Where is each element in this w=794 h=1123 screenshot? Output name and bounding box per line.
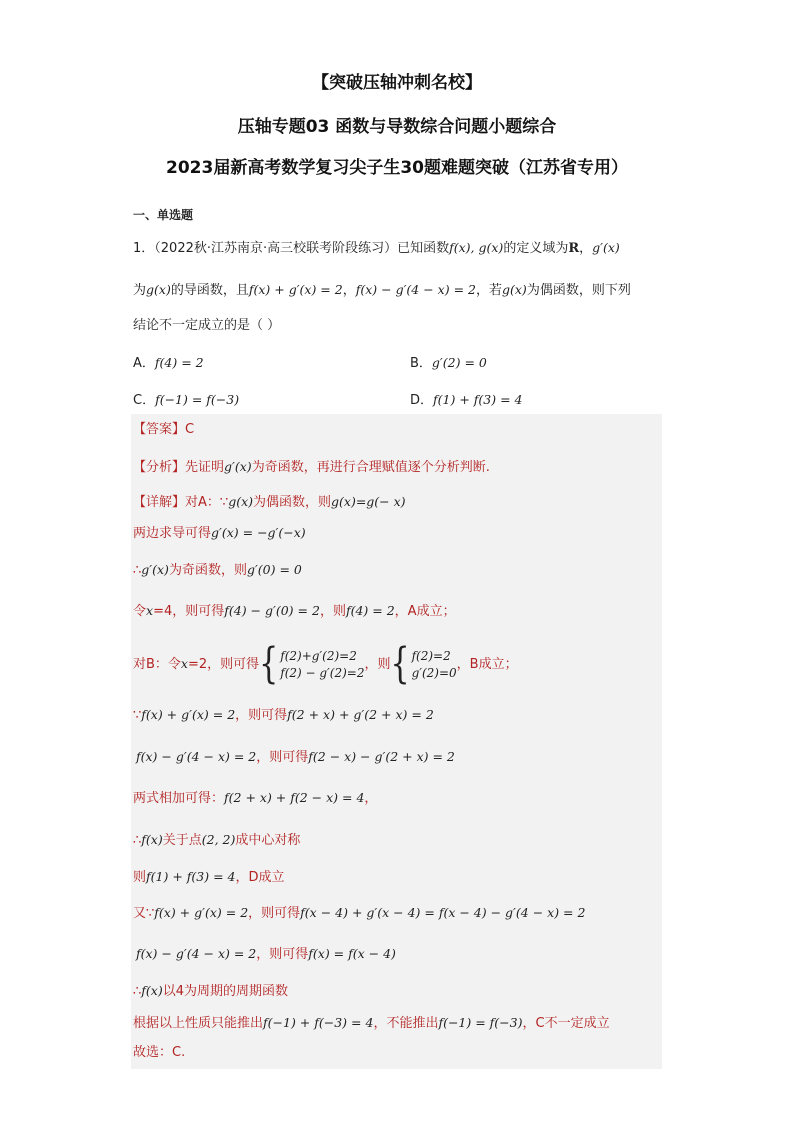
detail-line-10 <box>133 867 285 888</box>
detail-tag: 【详解】 <box>133 495 186 510</box>
detail-text: ，则可得 <box>256 947 309 962</box>
detail-text: 则 <box>133 870 147 885</box>
analysis-text: 先证明 <box>185 460 225 475</box>
math-eq: f(1) + f(3) = 4 <box>146 869 236 884</box>
option-c-math: f(−1) = f(−3) <box>155 392 240 407</box>
detail-line-15: 故选：C. <box>133 1045 186 1060</box>
math-x: x <box>146 603 154 618</box>
detail-text: ，A成立； <box>394 604 456 619</box>
math-gprime: g′(x) <box>592 240 620 255</box>
detail-text: ，则 <box>319 604 346 619</box>
math-eq: f(x − 4) + g′(x − 4) = f(x − 4) − g′(4 − x) = 2 <box>300 905 586 920</box>
math-cond-1: f(x) + g′(x) = 2 <box>248 282 343 297</box>
math-gprime-zero: g′(0) = 0 <box>246 562 302 577</box>
math-fg: f(x), g(x) <box>449 240 504 255</box>
math-eq: f(x) + g′(x) = 2 <box>154 905 249 920</box>
math-eq: f(−1) = f(−3) <box>438 1015 523 1030</box>
option-b-label: B． <box>410 356 432 371</box>
option-d <box>410 389 522 408</box>
system-row: g′(2)=0 <box>411 665 457 680</box>
math-eq: f(x) − g′(4 − x) = 2 <box>136 946 257 961</box>
option-c-label: C． <box>133 393 156 408</box>
detail-text: 两边求导可得 <box>133 526 212 541</box>
header-line-2: 压轴专题03 函数与导数综合问题小题综合 <box>237 117 557 137</box>
detail-line-4 <box>133 601 456 622</box>
detail-text: 两式相加可得： <box>133 791 225 806</box>
equation-system-1 <box>280 648 364 682</box>
header-line-1: 【突破压轴冲刺名校】 <box>312 73 482 93</box>
option-b <box>410 352 487 371</box>
detail-text: ， <box>364 791 378 806</box>
math-g: g(x) <box>502 282 527 297</box>
question-text: 为偶函数，则下列 <box>526 283 631 298</box>
math-eq: f(2 − x) − g′(2 + x) = 2 <box>308 749 455 764</box>
math-R: R <box>568 241 580 256</box>
math-eq: f(2 + x) + f(2 − x) = 4 <box>224 790 365 805</box>
answer-value: C <box>185 422 195 437</box>
system-row: f(2) − g′(2)=2 <box>280 665 365 680</box>
option-a <box>133 352 204 371</box>
detail-text: ∴ <box>133 984 142 999</box>
option-a-label: A． <box>133 356 155 371</box>
answer-tag: 【答案】 <box>133 422 186 437</box>
analysis-line <box>133 457 490 478</box>
math-cond-2: f(x) − g′(4 − x) = 2 <box>355 282 476 297</box>
detail-text: ，则 <box>364 657 391 672</box>
math-eq: f(x) = f(x − 4) <box>308 946 396 961</box>
math-eq: f(x) + g′(x) = 2 <box>141 707 236 722</box>
math-eq: f(4) = 2 <box>345 603 395 618</box>
option-b-math: g′(2) = 0 <box>431 355 487 370</box>
question-text: 的定义域为 <box>503 241 569 256</box>
detail-text: ，B成立； <box>456 657 518 672</box>
math-g: g(x) <box>228 494 253 509</box>
question-text: 的导函数，且 <box>170 283 249 298</box>
math-eq: f(x) − g′(4 − x) = 2 <box>136 749 257 764</box>
detail-text: 为偶函数，则 <box>253 495 332 510</box>
detail-text: 根据以上性质只能推出 <box>133 1016 264 1031</box>
detail-text: 为奇函数，则 <box>168 563 247 578</box>
detail-text: 对B：令 <box>133 657 181 672</box>
detail-text: 令 <box>133 604 147 619</box>
detail-line-14 <box>133 1013 610 1034</box>
detail-text: ，D成立 <box>235 870 285 885</box>
detail-line-13 <box>133 981 288 1002</box>
math-x: x <box>180 656 188 671</box>
math-point: (2, 2) <box>201 832 236 847</box>
math-f: f(x) <box>141 983 163 998</box>
math-eq: f(2 + x) + g′(2 + x) = 2 <box>287 707 434 722</box>
detail-line-9 <box>133 830 300 851</box>
question-text: 为 <box>133 283 147 298</box>
detail-text: 成中心对称 <box>235 833 301 848</box>
math-gprime: g′(x) <box>141 562 169 577</box>
option-c <box>133 389 239 408</box>
question-source: 1．（2022秋·江苏南京·高三校联考阶段练习）已知函数 <box>133 241 450 256</box>
brace-symbol: { <box>259 639 279 689</box>
detail-line-3 <box>133 560 302 581</box>
detail-text: 对A：∵ <box>185 495 229 510</box>
detail-line-11 <box>133 903 585 924</box>
option-d-label: D． <box>410 393 434 408</box>
option-d-math: f(1) + f(3) = 4 <box>433 392 523 407</box>
question-text: ， <box>579 241 593 256</box>
detail-text: ，则可得 <box>256 750 309 765</box>
system-row: f(2)=2 <box>411 648 451 663</box>
header-line-3: 2023届新高考数学复习尖子生30题难题突破（江苏省专用） <box>166 158 628 178</box>
detail-line-7 <box>136 747 455 768</box>
detail-text: 又∵ <box>133 906 155 921</box>
section-heading: 一、单选题 <box>133 208 194 222</box>
detail-line-8 <box>133 788 377 809</box>
math-eq: f(−1) + f(−3) = 4 <box>263 1015 374 1030</box>
question-line-1 <box>133 238 620 259</box>
math-even: g(x)=g(− x) <box>331 494 406 509</box>
detail-text: =4，则可得 <box>153 604 225 619</box>
detail-text: ，C不一定成立 <box>522 1016 610 1031</box>
math-eq: f(4) − g′(0) = 2 <box>224 603 320 618</box>
equation-system-2 <box>412 648 457 682</box>
math-f: f(x) <box>141 832 163 847</box>
detail-line-6 <box>133 705 434 726</box>
question-line-2 <box>133 280 631 301</box>
detail-text: =2，则可得 <box>187 657 260 672</box>
analysis-text: 为奇函数，再进行合理赋值逐个分析判断. <box>251 460 490 475</box>
question-text: ， <box>342 283 356 298</box>
option-a-math: f(4) = 2 <box>154 355 204 370</box>
system-row: f(2)+g′(2)=2 <box>280 648 357 663</box>
answer-line <box>133 420 194 440</box>
detail-line-2 <box>133 523 306 544</box>
detail-text: ∵ <box>133 708 142 723</box>
math-g: g(x) <box>146 282 171 297</box>
detail-text: 以4为周期的周期函数 <box>162 984 288 999</box>
detail-text: ∴ <box>133 563 142 578</box>
question-line-3: 结论不一定成立的是（ ） <box>133 318 281 333</box>
detail-text: 关于点 <box>162 833 202 848</box>
detail-text: ∴ <box>133 833 142 848</box>
analysis-tag: 【分析】 <box>133 460 186 475</box>
detail-line-1 <box>133 492 406 513</box>
detail-text: ，不能推出 <box>373 1016 439 1031</box>
detail-text: ，则可得 <box>235 708 288 723</box>
detail-text: ，则可得 <box>248 906 301 921</box>
math-derivative: g′(x) = −g′(−x) <box>211 525 306 540</box>
detail-line-5 <box>133 639 518 689</box>
brace-symbol: { <box>390 639 410 689</box>
question-text: ，若 <box>475 283 502 298</box>
math-gprime: g′(x) <box>224 459 252 474</box>
detail-line-12 <box>136 944 396 965</box>
